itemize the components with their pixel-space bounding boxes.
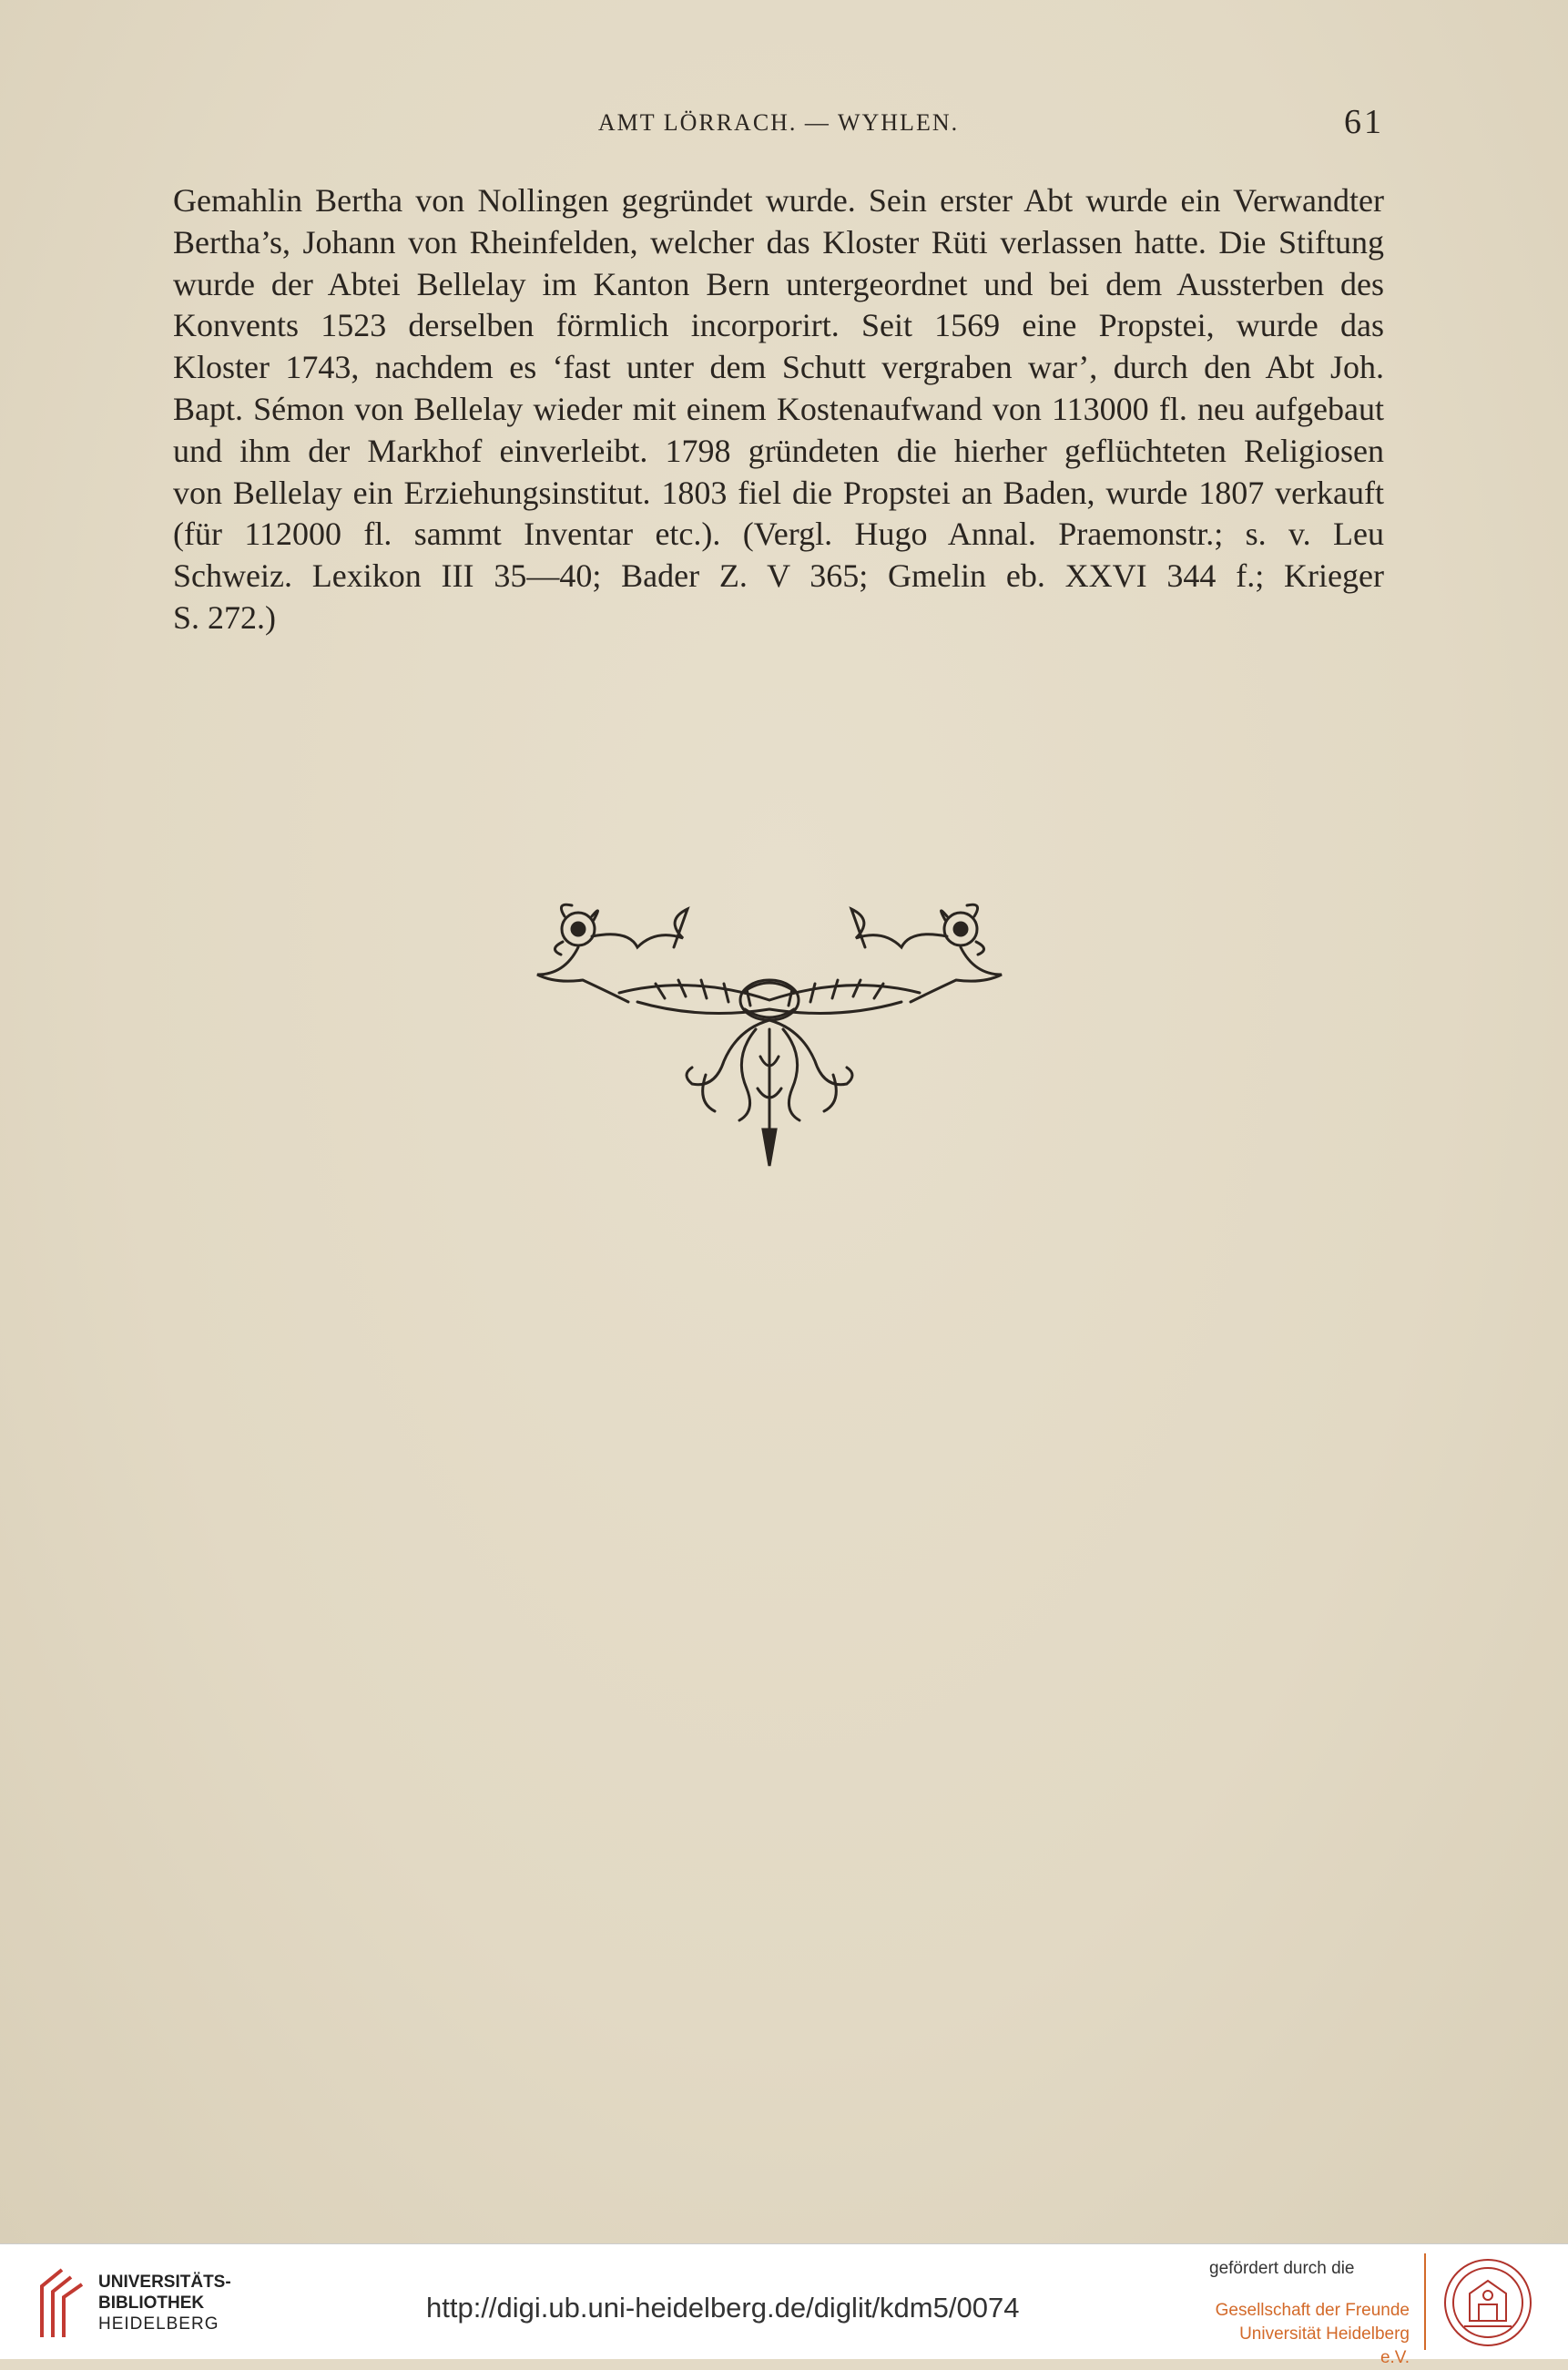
sponsor-line2: Universität Heidelberg e.V.: [1239, 2324, 1410, 2367]
page-number: 61: [1344, 103, 1384, 141]
ribbon-garland-vignette-icon: [528, 893, 1011, 1184]
running-head: AMT LÖRRACH. — WYHLEN.: [597, 109, 960, 136]
text-line: (für 112000 fl. sammt Inventar etc.). (Vergl. Hugo Annal. Praemonstr.; s. v. Leu: [173, 516, 1384, 553]
text-line: Gemahlin Bertha von Nollingen gegründet wurde. Sein erster Abt wurde ein Verwandter: [173, 182, 1384, 219]
sponsor-name: [1213, 2299, 1410, 2370]
library-name: [98, 2272, 231, 2334]
text-line: Kloster 1743, nachdem es ‘fast unter dem Schutt vergraben war’, durch den Abt Joh.: [173, 349, 1384, 386]
sponsor-divider: [1424, 2253, 1426, 2350]
text-line: von Bellelay ein Erziehungsinstitut. 1803 fiel die Propstei an Baden, wurde 1807 verkauft: [173, 474, 1384, 511]
library-city: HEIDELBERG: [98, 2314, 219, 2334]
text-line: wurde der Abtei Bellelay im Kanton Bern untergeordnet und bei dem Aussterben des: [173, 265, 1384, 302]
text-line: Bertha’s, Johann von Rheinfelden, welcher das Kloster Rüti verlassen hatte. Die Stiftung: [173, 223, 1384, 260]
text-line: Schweiz. Lexikon III 35—40; Bader Z. V 365; Gmelin eb. XXVI 344 f.; Krieger: [173, 557, 1384, 595]
sponsor-label: gefördert durch die: [1209, 2259, 1355, 2278]
page-header: [173, 102, 1384, 157]
university-seal-icon: [1442, 2257, 1533, 2348]
footer-bar: [0, 2243, 1568, 2367]
text-line: und ihm der Markhof einverleibt. 1798 gründeten die hierher geflüchteten Religiosen: [173, 432, 1384, 469]
body-paragraph: [173, 180, 1384, 639]
text-line: Konvents 1523 derselben förmlich incorporirt. Seit 1569 eine Propstei, wurde das: [173, 307, 1384, 344]
sponsor-line1: Gesellschaft der Freunde: [1215, 2301, 1410, 2320]
library-logo-icon: [35, 2264, 89, 2341]
library-name-line1: UNIVERSITÄTS-: [98, 2273, 231, 2292]
text-line: S. 272.): [173, 598, 277, 636]
permalink-url[interactable]: http://digi.ub.uni-heidelberg.de/diglit/kdm5/0074: [426, 2292, 1020, 2324]
text-line: Bapt. Sémon von Bellelay wieder mit einem Kostenaufwand von 113000 fl. neu aufgebaut: [173, 390, 1384, 427]
library-name-line2: BIBLIOTHEK: [98, 2293, 205, 2313]
